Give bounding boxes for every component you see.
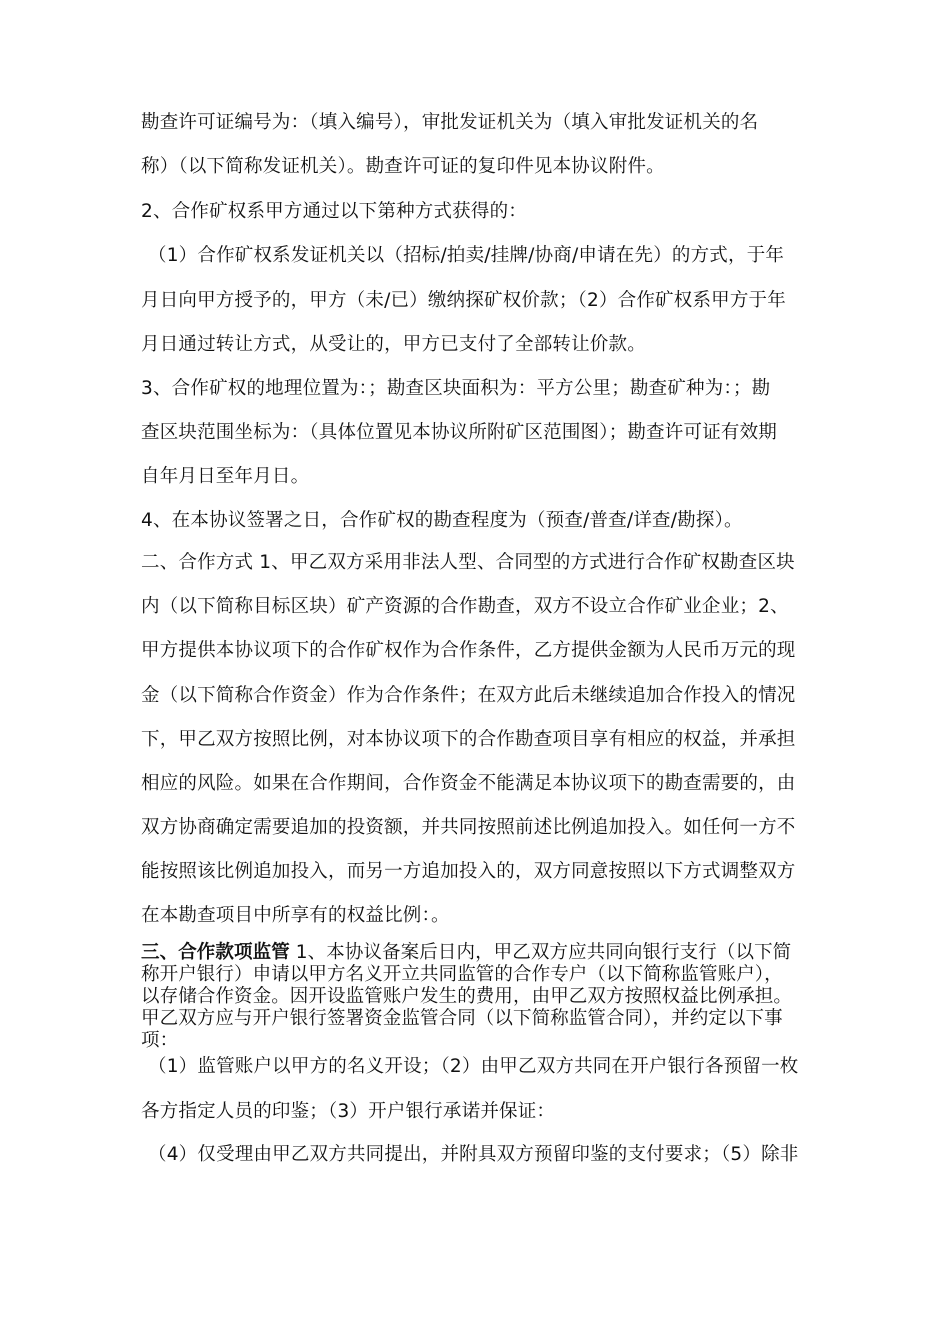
paragraph-line: 相应的风险。如果在合作期间，合作资金不能满足本协议项下的勘查需要的，由 bbox=[141, 773, 796, 794]
paragraph-line: （1）合作矿权系发证机关以（招标/拍卖/挂牌/协商/申请在先）的方式，于年 bbox=[148, 245, 785, 266]
paragraph-line: 金（以下简称合作资金）作为合作条件；在双方此后未继续追加合作投入的情况 bbox=[141, 685, 796, 706]
paragraph-line: 以存储合作资金。因开设监管账户发生的费用，由甲乙双方按照权益比例承担。 bbox=[141, 986, 793, 1007]
paragraph-line: 称）（以下简称发证机关）。勘查许可证的复印件见本协议附件。 bbox=[141, 156, 665, 177]
paragraph-line: 在本勘查项目中所享有的权益比例：。 bbox=[141, 905, 450, 926]
paragraph-line: 双方协商确定需要追加的投资额，并共同按照前述比例追加投入。如任何一方不 bbox=[141, 817, 796, 838]
paragraph-line: 4、在本协议签署之日，合作矿权的勘查程度为（预查/普查/详查/勘探）。 bbox=[141, 510, 743, 531]
paragraph-line: 月日通过转让方式，从受让的，甲方已支付了全部转让价款。 bbox=[141, 334, 646, 355]
paragraph-line: 甲方提供本协议项下的合作矿权作为合作条件，乙方提供金额为人民币万元的现 bbox=[141, 640, 796, 661]
paragraph-line: 称开户银行）申请以甲方名义开立共同监管的合作专户（以下简称监管账户）， bbox=[141, 964, 783, 985]
paragraph-line: 月日向甲方授予的，甲方（未/已）缴纳探矿权价款；（2）合作矿权系甲方于年 bbox=[141, 290, 786, 311]
paragraph-line: 下，甲乙双方按照比例，对本协议项下的合作勘查项目享有相应的权益，并承担 bbox=[141, 729, 796, 750]
paragraph-line: 项： bbox=[141, 1030, 179, 1051]
section-2-line: 二、合作方式 1、甲乙双方采用非法人型、合同型的方式进行合作矿权勘查区块 bbox=[141, 552, 795, 573]
paragraph-line: 3、合作矿权的地理位置为：；勘查区块面积为：平方公里；勘查矿种为：；勘 bbox=[141, 378, 771, 399]
section-3-heading: 三、合作款项监管 bbox=[141, 942, 290, 963]
paragraph-line: 内（以下简称目标区块）矿产资源的合作勘查，双方不设立合作矿业企业；2、 bbox=[141, 596, 789, 617]
section-3-first-line bbox=[141, 942, 791, 964]
paragraph-line: 能按照该比例追加投入，而另一方追加投入的，双方同意按照以下方式调整双方 bbox=[141, 861, 796, 882]
paragraph-line: 各方指定人员的印鉴；（3）开户银行承诺并保证： bbox=[141, 1101, 556, 1122]
section-3-text: 1、本协议备案后日内，甲乙双方应共同向银行支行（以下简 bbox=[289, 942, 792, 963]
paragraph-line: （4）仅受理由甲乙双方共同提出，并附具双方预留印鉴的支付要求；（5）除非 bbox=[148, 1144, 799, 1165]
paragraph-line: 2、合作矿权系甲方通过以下第种方式获得的： bbox=[141, 201, 527, 222]
paragraph-line: 查区块范围坐标为：（具体位置见本协议所附矿区范围图）；勘查许可证有效期 bbox=[141, 422, 778, 443]
paragraph-line: 自年月日至年月日。 bbox=[141, 466, 310, 487]
paragraph-line: 甲乙双方应与开户银行签署资金监管合同（以下简称监管合同），并约定以下事 bbox=[141, 1008, 783, 1029]
paragraph-line: 勘查许可证编号为：（填入编号），审批发证机关为（填入审批发证机关的名 bbox=[141, 112, 759, 133]
paragraph-line: （1）监管账户以甲方的名义开设；（2）由甲乙双方共同在开户银行各预留一枚 bbox=[148, 1056, 799, 1077]
